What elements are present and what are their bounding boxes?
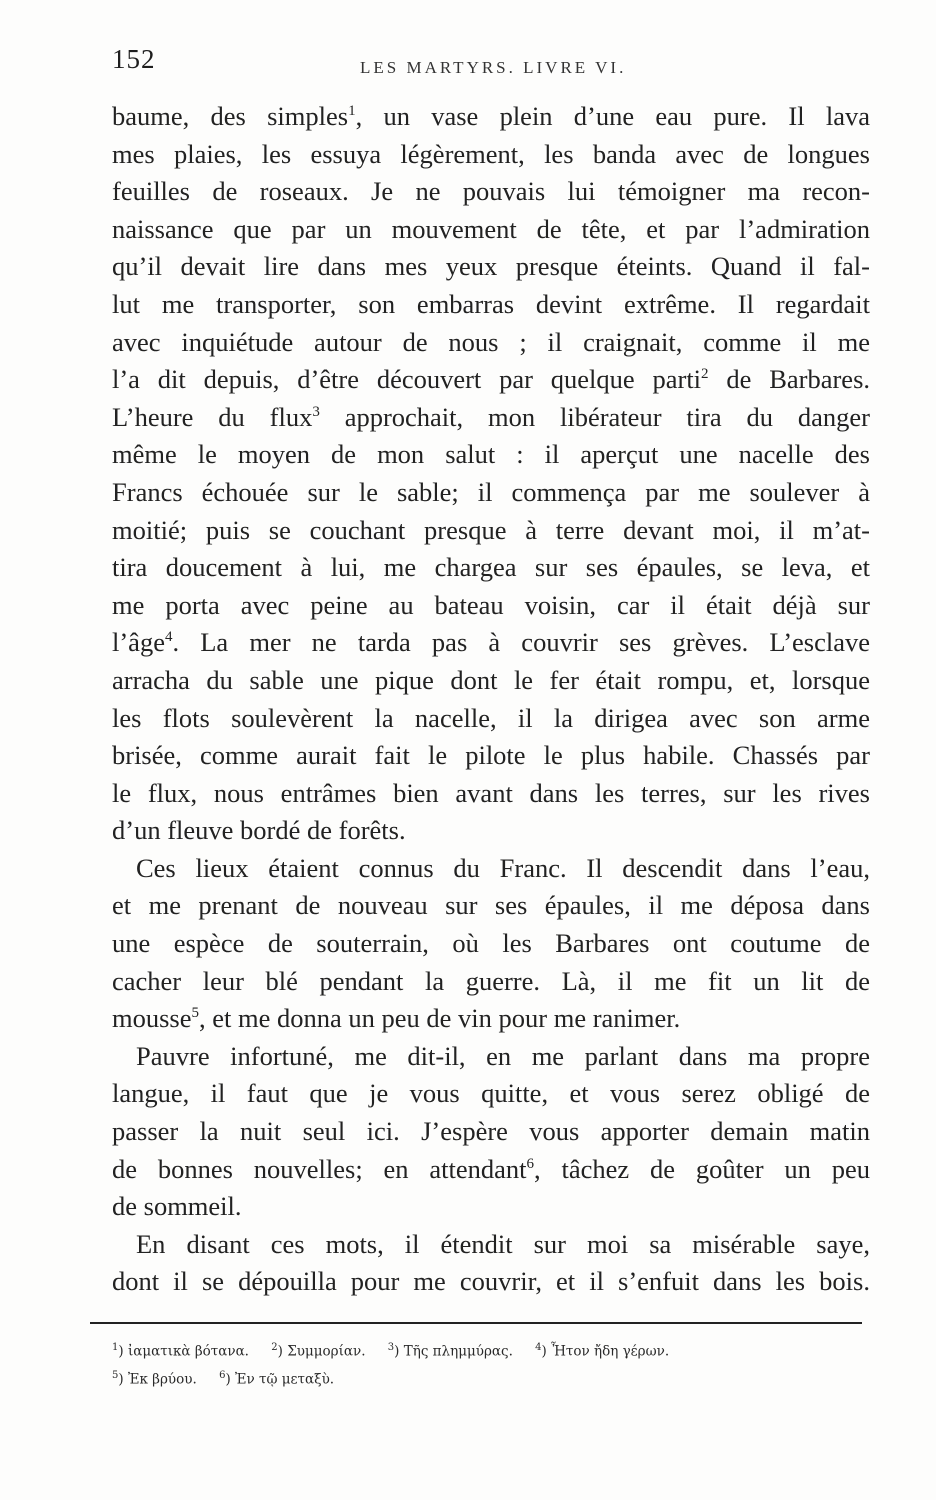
text-line: langue, il faut que je vous quitte, et vous serez obligé de	[112, 1078, 870, 1109]
text-line: moitié; puis se couchant presque à terre devant moi, il m’at-	[112, 514, 870, 545]
text-line: qu’il devait lire dans mes yeux presque éteints. Quand il fal-	[112, 251, 870, 282]
text-line: tira doucement à lui, me chargea sur ses épaules, se leva, et	[112, 552, 870, 583]
text-line: le flux, nous entrâmes bien avant dans les terres, sur les rives	[112, 777, 870, 808]
footnote-5: $^5$) Ἐκ βρύου.	[112, 1369, 197, 1387]
text-line: baume, des simples$^1$, un vase plein d’une eau pure. Il lava	[112, 101, 870, 131]
text-line: les flots soulevèrent la nacelle, il la dirigea avec son arme	[112, 702, 870, 733]
footnote-ref: 1	[348, 103, 356, 119]
text-line: et me prenant de nouveau sur ses épaules, il me déposa dans	[112, 890, 870, 921]
text-line: même le moyen de mon salut : il aperçut une nacelle des	[112, 439, 870, 470]
text-line: une espèce de souterrain, où les Barbares ont coutume de	[112, 928, 870, 959]
text-line: de sommeil.	[112, 1191, 242, 1222]
footnote-line	[112, 1364, 872, 1392]
footnote-ref: 4	[164, 629, 173, 646]
text-line: avec inquiétude autour de nous ; il craignait, comme il me	[112, 326, 870, 357]
footnote-2: $^2$) Συμμορίαν.	[271, 1342, 366, 1360]
text-line: Ces lieux étaient connus du Franc. Il descendit dans l’eau,	[136, 852, 870, 883]
text-line: lut me transporter, son embarras devint extrême. Il regardait	[112, 288, 870, 319]
text-line: En disant ces mots, il étendit sur moi sa misérable saye,	[136, 1228, 870, 1259]
footnote-ref: 6	[526, 1155, 535, 1172]
text-line: arracha du sable une pique dont le fer était rompu, et, lorsque	[112, 664, 870, 695]
page-number: 152	[112, 44, 156, 74]
footnote-ref: 5	[191, 1005, 199, 1022]
text-line: d’un fleuve bordé de forêts.	[112, 815, 406, 846]
body-text	[112, 98, 870, 1301]
running-head: LES MARTYRS. LIVRE VI.	[360, 58, 627, 77]
text-line: Pauvre infortuné, me dit-il, en me parlant dans ma propre	[136, 1040, 870, 1071]
text-line: mousse$^5$, et me donna un peu de vin pour me ranimer.	[112, 1003, 681, 1034]
footnote-line	[112, 1336, 872, 1364]
page-header	[112, 44, 872, 84]
text-line: Francs échouée sur le sable; il commença par me soulever à	[112, 476, 870, 507]
footnote-1: $^1$) ἰαματικὰ βότανα.	[112, 1342, 249, 1360]
text-line: L’heure du flux$^3$ approchait, mon libérateur tira du danger	[112, 401, 870, 432]
text-line: feuilles de roseaux. Je ne pouvais lui témoigner ma recon-	[112, 176, 870, 207]
text-line: passer la nuit seul ici. J’espère vous apporter demain matin	[112, 1116, 870, 1147]
footnote-rule	[90, 1322, 862, 1324]
footnote-3: $^3$) Τῆς πλημμύρας.	[387, 1342, 513, 1360]
text-line: mes plaies, les essuya légèrement, les banda avec de longues	[112, 138, 870, 169]
footnote-6: $^6$) Ἐν τῷ μεταξὺ.	[219, 1369, 335, 1387]
footnote-ref: 3	[312, 403, 320, 420]
footnote-4: $^4$) Ἦτον ἤδη γέρων.	[535, 1342, 670, 1360]
text-line: brisée, comme aurait fait le pilote le plus habile. Chassés par	[112, 740, 870, 771]
text-line: de bonnes nouvelles; en attendant$^6$, tâchez de goûter un peu	[112, 1153, 870, 1184]
text-line: dont il se dépouilla pour me couvrir, et il s’enfuit dans les bois.	[112, 1266, 870, 1297]
text-line: naissance que par un mouvement de tête, et par l’admiration	[112, 213, 870, 244]
text-line: me porta avec peine au bateau voisin, car il était déjà sur	[112, 589, 870, 620]
text-line: cacher leur blé pendant la guerre. Là, il me fit un lit de	[112, 965, 870, 996]
footnote-ref: 2	[701, 366, 709, 383]
text-line: l’a dit depuis, d’être découvert par quelque parti$^2$ de Barbares.	[112, 364, 871, 395]
text-line: l’âge$^4$. La mer ne tarda pas à couvrir ses grèves. L’esclave	[112, 627, 870, 658]
footnotes	[112, 1336, 872, 1391]
